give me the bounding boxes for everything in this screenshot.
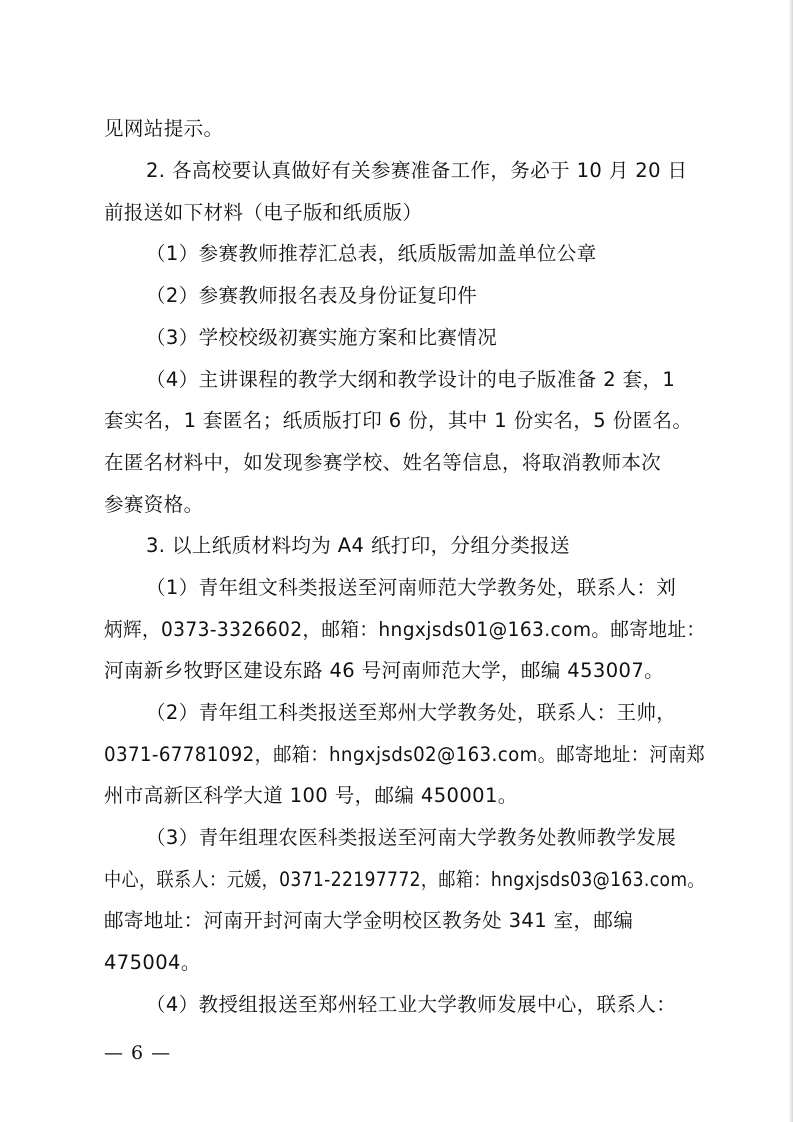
text-line-20: 邮寄地址：河南开封河南大学金明校区教务处 341 室，邮编: [104, 909, 634, 932]
text-line-6: （3）学校校级初赛实施方案和比赛情况: [146, 326, 498, 349]
text-line-19: 中心，联系人：元媛，0371-22197772，邮箱：hngxjsds03@163.com。: [104, 868, 705, 891]
text-line-17: 州市高新区科学大道 100 号，邮编 450001。: [104, 784, 518, 807]
text-line-11: 3. 以上纸质材料均为 A4 纸打印，分组分类报送: [146, 534, 570, 557]
text-line-9: 在匿名材料中，如发现参赛学校、姓名等信息，将取消教师本次: [104, 451, 662, 474]
text-line-14: 河南新乡牧野区建设东路 46 号河南师范大学，邮编 453007。: [104, 659, 665, 682]
text-line-13: 炳辉，0373-3326602，邮箱：hngxjsds01@163.com。邮寄地址：: [104, 618, 706, 641]
text-line-15: （2）青年组工科类报送至郑州大学教务处，联系人：王帅，: [146, 701, 677, 724]
text-line-18: （3）青年组理农医科类报送至河南大学教务处教师教学发展: [146, 826, 677, 849]
text-line-12: （1）青年组文科类报送至河南师范大学教务处，联系人：刘: [146, 576, 677, 599]
text-line-4: （1）参赛教师推荐汇总表，纸质版需加盖单位公章: [146, 242, 597, 265]
text-line-16: 0371-67781092，邮箱：hngxjsds02@163.com。邮寄地址：河南郑: [104, 743, 706, 766]
text-line-7: （4）主讲课程的教学大纲和教学设计的电子版准备 2 套，1: [146, 368, 676, 391]
page-number: — 6 —: [104, 1042, 172, 1064]
text-line-3: 前报送如下材料（电子版和纸质版）: [104, 201, 423, 224]
text-line-10: 参赛资格。: [104, 493, 204, 516]
text-line-1: 见网站提示。: [104, 117, 224, 140]
text-line-22: （4）教授组报送至郑州轻工业大学教师发展中心，联系人：: [146, 993, 677, 1016]
text-line-2: 2. 各高校要认真做好有关参赛准备工作，务必于 10 月 20 日: [146, 159, 688, 182]
text-line-21: 475004。: [104, 951, 201, 974]
text-line-8: 套实名，1 套匿名；纸质版打印 6 份，其中 1 份实名，5 份匿名。: [104, 409, 693, 432]
text-line-5: （2）参赛教师报名表及身份证复印件: [146, 284, 478, 307]
page-edge-shadow: [789, 0, 793, 1122]
